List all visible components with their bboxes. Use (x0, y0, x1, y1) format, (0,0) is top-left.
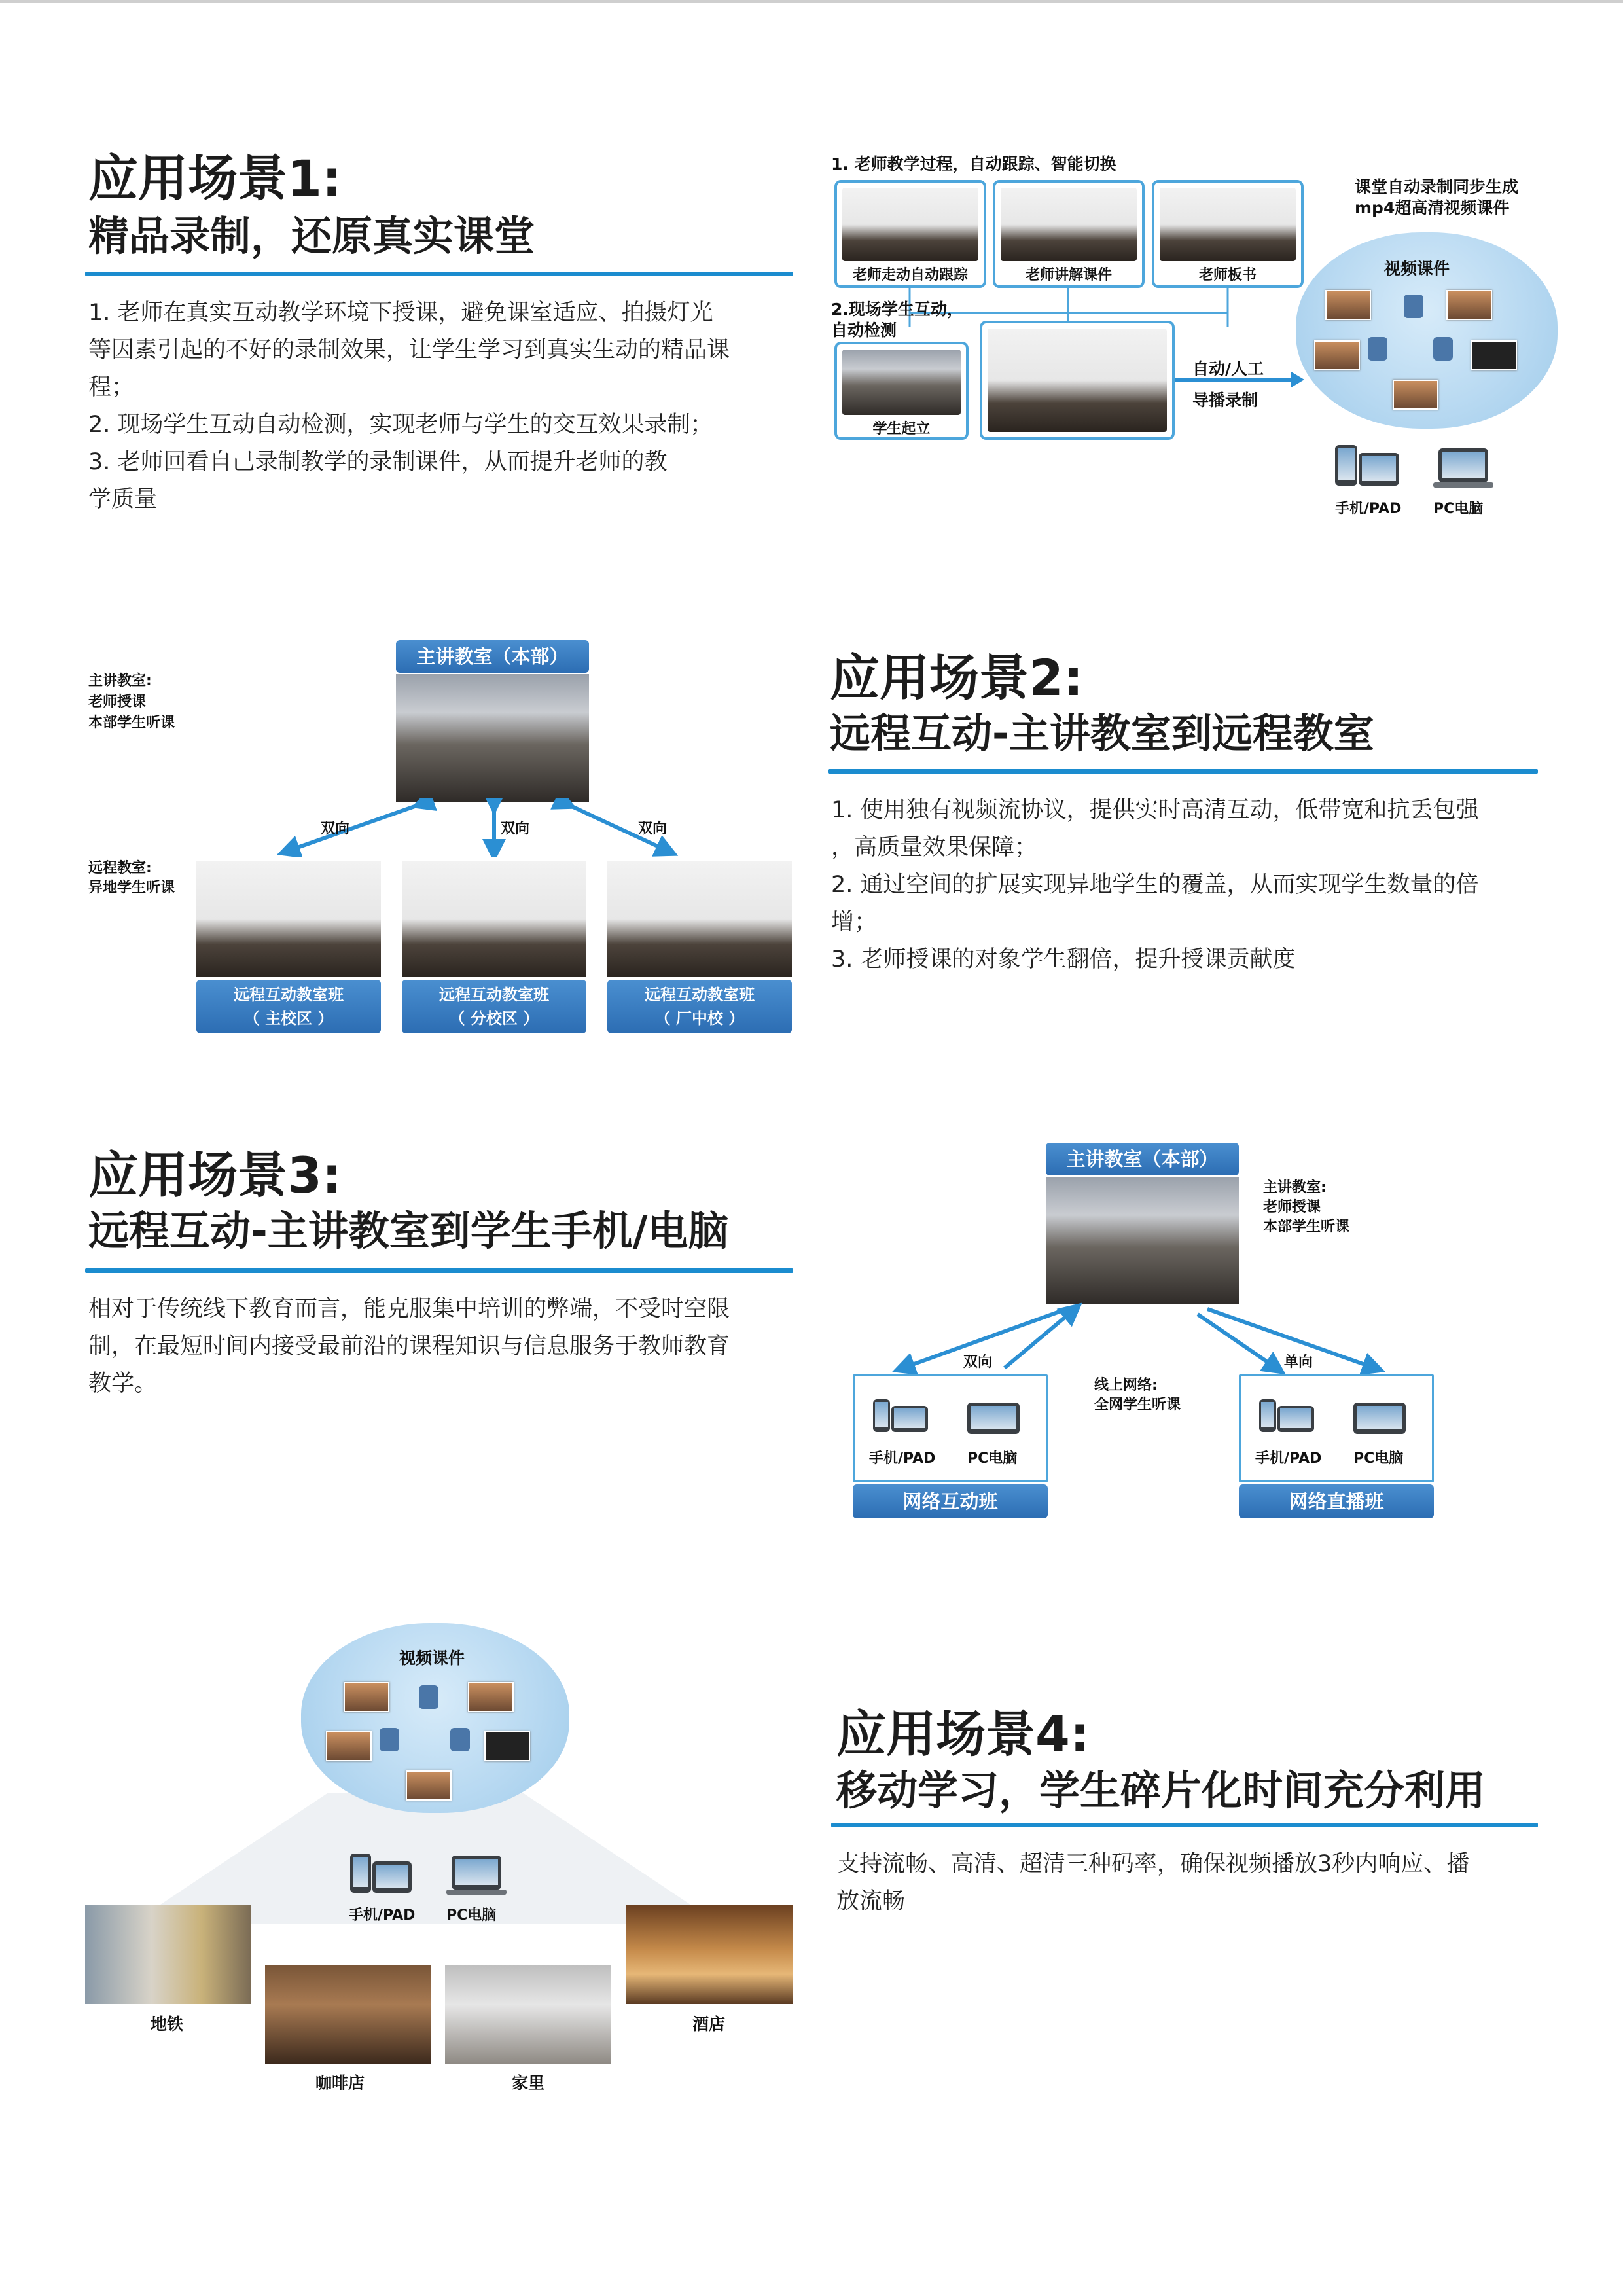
scene1-title: 应用场景1: (88, 149, 342, 207)
server-icon (1368, 337, 1387, 361)
s2-remote-photo (402, 861, 586, 977)
s4-place-label: 酒店 (692, 2015, 726, 2034)
s4-cloud (301, 1623, 569, 1813)
scene2-line: 2. 通过空间的扩展实现异地学生的覆盖，从而实现学生数量的倍 (831, 872, 1479, 898)
s3-interactive-devices (853, 1374, 1048, 1482)
s2-main-note-line: 主讲教室: (88, 673, 152, 689)
s2-arrow-label: 双向 (638, 821, 668, 837)
s2-class-title: 远程互动教室班 (645, 986, 755, 1004)
s3-class-interactive: 网络互动班 (853, 1484, 1048, 1518)
scene1-line: 学质量 (88, 486, 158, 512)
s2-remote-note-line: 远程教室: (88, 860, 152, 876)
s3-main-note-line: 主讲教室: (1263, 1179, 1327, 1196)
s1-step2-label (831, 299, 963, 341)
s2-main-note (88, 671, 175, 734)
scene2-title: 应用场景2: (830, 649, 1084, 707)
s1-cap-lecture: 老师讲解课件 (1025, 267, 1112, 283)
s4-video-thumb (484, 1731, 530, 1761)
s1-record-label (1192, 353, 1264, 416)
scene1-rule (85, 272, 793, 276)
s4-phone-icon (350, 1854, 416, 1899)
s3-device-label: PC电脑 (1353, 1450, 1404, 1467)
s4-device-label: PC电脑 (446, 1907, 497, 1924)
scene2-rule (828, 769, 1538, 774)
s4-video-thumb (406, 1770, 452, 1801)
s2-arrow-label: 双向 (321, 821, 350, 837)
scene3-rule (85, 1268, 793, 1273)
s4-video-thumb (344, 1682, 389, 1712)
s3-net-note-line: 全网学生听课 (1094, 1397, 1181, 1413)
s3-net-note (1094, 1376, 1181, 1415)
s4-place-label: 咖啡店 (315, 2073, 365, 2092)
scene4-line: 支持流畅、高清、超清三种码率，确保视频播放3秒内响应、播 (836, 1851, 1470, 1877)
s1-cap-board: 老师板书 (1198, 267, 1257, 283)
scene3-line: 教学。 (88, 1371, 158, 1397)
s1-video-thumb (1471, 340, 1517, 370)
s4-photo-cafe (265, 1965, 431, 2064)
s4-laptop-icon (446, 1856, 507, 1901)
s1-cap-student: 学生起立 (872, 421, 931, 437)
scene1-line: 3. 老师回看自己录制教学的录制课件，从而提升老师的教 (88, 449, 668, 475)
s3-class-live: 网络直播班 (1239, 1484, 1434, 1518)
scene3-line: 制，在最短时间内接受最前沿的课程知识与信息服务于教师教育 (88, 1333, 730, 1359)
s1-photo-lecture (993, 180, 1145, 288)
scene3-title: 应用场景3: (88, 1146, 342, 1204)
server-icon (1433, 337, 1453, 361)
server-icon (380, 1728, 399, 1751)
s3-arrow-label-left: 双向 (963, 1354, 993, 1371)
scene1-line: 1. 老师在真实互动教学环境下授课，避免课室适应、拍摄灯光 (88, 300, 713, 326)
scene1-line: 程； (88, 374, 135, 401)
scene2-body (831, 792, 1571, 978)
s3-main-note-line: 老师授课 (1263, 1199, 1321, 1215)
scene4-line: 放流畅 (836, 1888, 906, 1914)
s4-video-thumb (468, 1682, 514, 1712)
s1-step2-line: 2.现场学生互动， (831, 300, 963, 319)
s1-device-label: PC电脑 (1433, 501, 1484, 517)
s1-video-thumb (1393, 380, 1438, 410)
s2-remote-photo (607, 861, 792, 977)
s1-photo-tracking (834, 180, 986, 288)
scene1-line: 等因素引起的不好的录制效果，让学生学习到真实生动的精品课 (88, 337, 730, 363)
s2-arrow-label: 双向 (501, 821, 530, 837)
s1-note-line: 课堂自动录制同步生成 (1355, 177, 1519, 196)
server-icon (1404, 295, 1423, 318)
s1-device-label: 手机/PAD (1335, 501, 1402, 517)
s2-remote-note-line: 异地学生听课 (88, 880, 175, 896)
s1-note-line: mp4超高清视频课件 (1355, 198, 1510, 217)
s3-main-note (1263, 1178, 1349, 1237)
scene2-subtitle: 远程互动-主讲教室到远程教室 (830, 709, 1374, 757)
s1-cloud-label: 视频课件 (1384, 259, 1450, 278)
scene3-body (88, 1291, 808, 1403)
scene3-line: 相对于传统线下教育而言，能克服集中培训的弊端，不受时空限 (88, 1296, 730, 1322)
scene2-line: 增； (831, 909, 878, 935)
scene1-subtitle: 精品录制，还原真实课堂 (88, 212, 535, 260)
s3-main-photo (1046, 1177, 1239, 1304)
s2-class-branch (402, 980, 586, 1033)
s4-photo-subway (85, 1905, 251, 2004)
server-icon (419, 1685, 438, 1709)
scene1-line: 2. 现场学生互动自动检测，实现老师与学生的交互效果录制； (88, 412, 713, 438)
s3-arrow-label-right: 单向 (1284, 1354, 1313, 1371)
s1-phone-icon (1335, 445, 1400, 491)
s3-live-devices (1239, 1374, 1434, 1482)
top-border (0, 0, 1623, 3)
s2-class-main (196, 980, 381, 1033)
s1-photo-classroom (980, 321, 1175, 440)
server-icon (450, 1728, 470, 1751)
s2-remote-note (88, 859, 175, 898)
s3-device-label: 手机/PAD (869, 1450, 936, 1467)
s1-step1-label: 1. 老师教学过程，自动跟踪、智能切换 (831, 154, 1116, 173)
s2-remote-photo (196, 861, 381, 977)
scene2-line: 1. 使用独有视频流协议，提供实时高清互动，低带宽和抗丢包强 (831, 797, 1479, 823)
s1-cap-tracking: 老师走动自动跟踪 (852, 267, 968, 283)
s1-record-line: 导播录制 (1192, 391, 1258, 410)
scene4-body (836, 1846, 1569, 1920)
scene4-title: 应用场景4: (836, 1705, 1090, 1763)
scene3-subtitle: 远程互动-主讲教室到学生手机/电脑 (88, 1207, 729, 1255)
scene1-body (88, 295, 808, 518)
s2-main-photo (396, 674, 589, 802)
s2-class-factory (607, 980, 792, 1033)
s4-place-label: 地铁 (151, 2015, 184, 2034)
s2-campus-name: （ 主校区 ） (243, 1009, 334, 1028)
s2-campus-name: （ 分校区 ） (449, 1009, 539, 1028)
s1-photo-student (834, 342, 969, 440)
s1-video-thumb (1325, 290, 1371, 320)
s4-place-label: 家里 (512, 2073, 545, 2092)
s1-record-line: 自动/人工 (1192, 359, 1264, 378)
s2-campus-name: （ 厂中校 ） (654, 1009, 745, 1028)
s2-class-title: 远程互动教室班 (234, 986, 344, 1004)
scene4-subtitle: 移动学习，学生碎片化时间充分利用 (836, 1767, 1486, 1814)
s4-photo-hotel (626, 1905, 793, 2004)
s3-main-note-line: 本部学生听课 (1263, 1219, 1350, 1235)
s4-cloud-label: 视频课件 (399, 1649, 465, 1668)
s1-laptop-icon (1433, 448, 1493, 494)
s4-photo-home (445, 1965, 611, 2064)
s3-net-note-line: 线上网络: (1094, 1377, 1158, 1393)
s4-video-thumb (326, 1731, 372, 1761)
s1-video-thumb (1446, 290, 1492, 320)
s2-main-note-line: 老师授课 (88, 694, 147, 710)
s3-main-header: 主讲教室（本部） (1046, 1143, 1239, 1175)
s2-main-header: 主讲教室（本部） (396, 640, 589, 673)
s3-device-label: 手机/PAD (1255, 1450, 1322, 1467)
s1-step2-line: 自动检测 (831, 321, 897, 340)
s3-device-label: PC电脑 (967, 1450, 1018, 1467)
s4-device-label: 手机/PAD (349, 1907, 416, 1924)
s1-note (1355, 177, 1518, 219)
s1-cloud (1296, 232, 1558, 429)
s1-photo-board (1152, 180, 1304, 288)
scene4-rule (831, 1823, 1538, 1827)
s2-class-title: 远程互动教室班 (439, 986, 549, 1004)
s1-video-thumb (1314, 340, 1360, 370)
scene2-line: ，高质量效果保障； (831, 834, 1038, 861)
scene2-line: 3. 老师授课的对象学生翻倍，提升授课贡献度 (831, 946, 1296, 973)
s2-main-note-line: 本部学生听课 (88, 715, 175, 731)
